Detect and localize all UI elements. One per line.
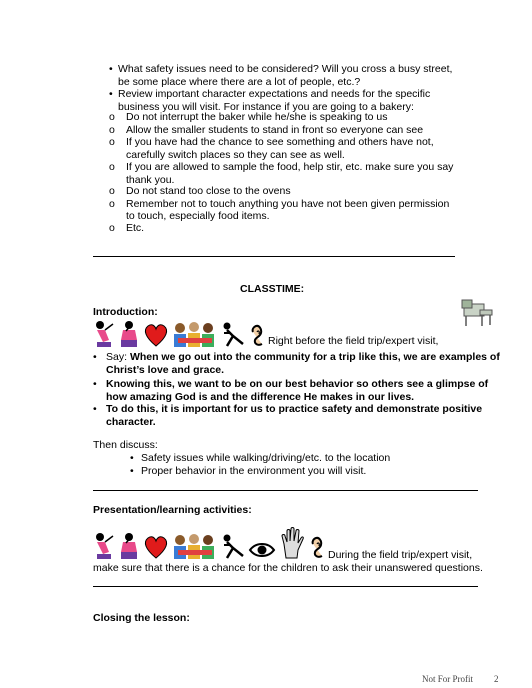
circle-bullet: o bbox=[109, 197, 115, 210]
circle-bullet: o bbox=[109, 123, 115, 136]
heart-icon bbox=[143, 322, 169, 348]
bold-bullet-line: Knowing this, we want to be on our best behavior so others see a glimpse of bbox=[106, 378, 489, 390]
say-label: Say: bbox=[106, 351, 130, 363]
bold-bullet-line: To do this, it is important for us to practice safety and demonstrate positive bbox=[106, 403, 483, 415]
say-text: Christ’s love and grace. bbox=[106, 363, 225, 376]
circle-bullet: o bbox=[109, 222, 115, 234]
stretch-icon bbox=[221, 532, 245, 560]
heart-icon bbox=[143, 534, 169, 560]
sub-item-line: Do not stand too close to the ovens bbox=[126, 185, 291, 197]
children-reading-icon bbox=[172, 322, 218, 348]
page-number: 2 bbox=[494, 674, 499, 684]
intro-icon-row bbox=[93, 318, 268, 348]
intro-icon-caption: Right before the field trip/expert visit, bbox=[268, 335, 439, 347]
circle-bullet: o bbox=[109, 185, 115, 197]
sub-item-line: Do not interrupt the baker while he/she is speaking to us bbox=[126, 111, 388, 123]
footer-text: Not For Profit bbox=[422, 674, 474, 684]
bullet-dot: • bbox=[93, 403, 97, 415]
ear-icon bbox=[248, 320, 268, 348]
bold-bullet-line: character. bbox=[106, 415, 156, 428]
bullet-dot: • bbox=[109, 63, 113, 75]
desk-icon bbox=[460, 298, 494, 328]
sub-item-line: Etc. bbox=[126, 222, 145, 234]
kneeling-pray-icon bbox=[93, 532, 115, 560]
say-line bbox=[106, 351, 500, 364]
then-discuss: Then discuss: bbox=[93, 439, 158, 451]
divider bbox=[93, 586, 478, 587]
section-heading: CLASSTIME: bbox=[240, 283, 305, 295]
list-item-line: Review important character expectations and needs for the specific bbox=[118, 88, 431, 100]
hand-icon bbox=[279, 526, 305, 560]
bullet-dot: • bbox=[130, 452, 134, 464]
stretch-icon bbox=[221, 320, 245, 348]
circle-bullet: o bbox=[109, 161, 115, 173]
list-item-line: be some place where there are a lot of people, etc.? bbox=[118, 75, 361, 88]
sub-item-line: Allow the smaller students to stand in front so everyone can see bbox=[126, 123, 424, 136]
children-reading-icon bbox=[172, 534, 218, 560]
bullet-dot: • bbox=[93, 351, 97, 363]
pray-icon bbox=[118, 532, 140, 560]
discuss-item: Proper behavior in the environment you will visit. bbox=[141, 464, 367, 477]
bullet-dot: • bbox=[93, 378, 97, 390]
bold-bullet-line: how amazing God is and the difference He makes in our lives. bbox=[106, 390, 415, 403]
closing-heading: Closing the lesson: bbox=[93, 612, 190, 624]
kneeling-pray-icon bbox=[93, 320, 115, 348]
sub-item-line: to touch, especially food items. bbox=[126, 210, 270, 222]
sub-item-line: Remember not to touch anything you have not been given permission bbox=[126, 197, 450, 210]
divider bbox=[93, 490, 478, 491]
circle-bullet: o bbox=[109, 111, 115, 123]
list-item-line: What safety issues need to be considered? Will you cross a busy street, bbox=[118, 63, 453, 75]
presentation-icon-caption: During the field trip/expert visit, bbox=[328, 549, 473, 561]
presentation-text: make sure that there is a chance for the children to ask their unanswered questions. bbox=[93, 562, 483, 574]
intro-heading: Introduction: bbox=[93, 306, 158, 318]
bullet-dot: • bbox=[130, 464, 134, 477]
divider bbox=[93, 256, 455, 257]
presentation-heading: Presentation/learning activities: bbox=[93, 504, 252, 516]
sub-item-line: If you have had the chance to see something and others have not, bbox=[126, 136, 434, 148]
pray-icon bbox=[118, 320, 140, 348]
list-item-line: business you will visit. For instance if you are going to a bakery: bbox=[118, 100, 414, 113]
bullet-dot: • bbox=[109, 88, 113, 100]
circle-bullet: o bbox=[109, 136, 115, 148]
eye-icon bbox=[248, 540, 276, 560]
sub-item-line: thank you. bbox=[126, 173, 175, 186]
sub-item-line: carefully switch places so they can see as well. bbox=[126, 148, 345, 161]
ear-icon bbox=[308, 532, 328, 560]
sub-item-line: If you are allowed to sample the food, help stir, etc. make sure you say bbox=[126, 161, 454, 173]
presentation-icon-row bbox=[93, 520, 328, 560]
say-text: When we go out into the community for a trip like this, we are examples of bbox=[129, 351, 500, 363]
discuss-item: Safety issues while walking/driving/etc. to the location bbox=[141, 452, 391, 464]
